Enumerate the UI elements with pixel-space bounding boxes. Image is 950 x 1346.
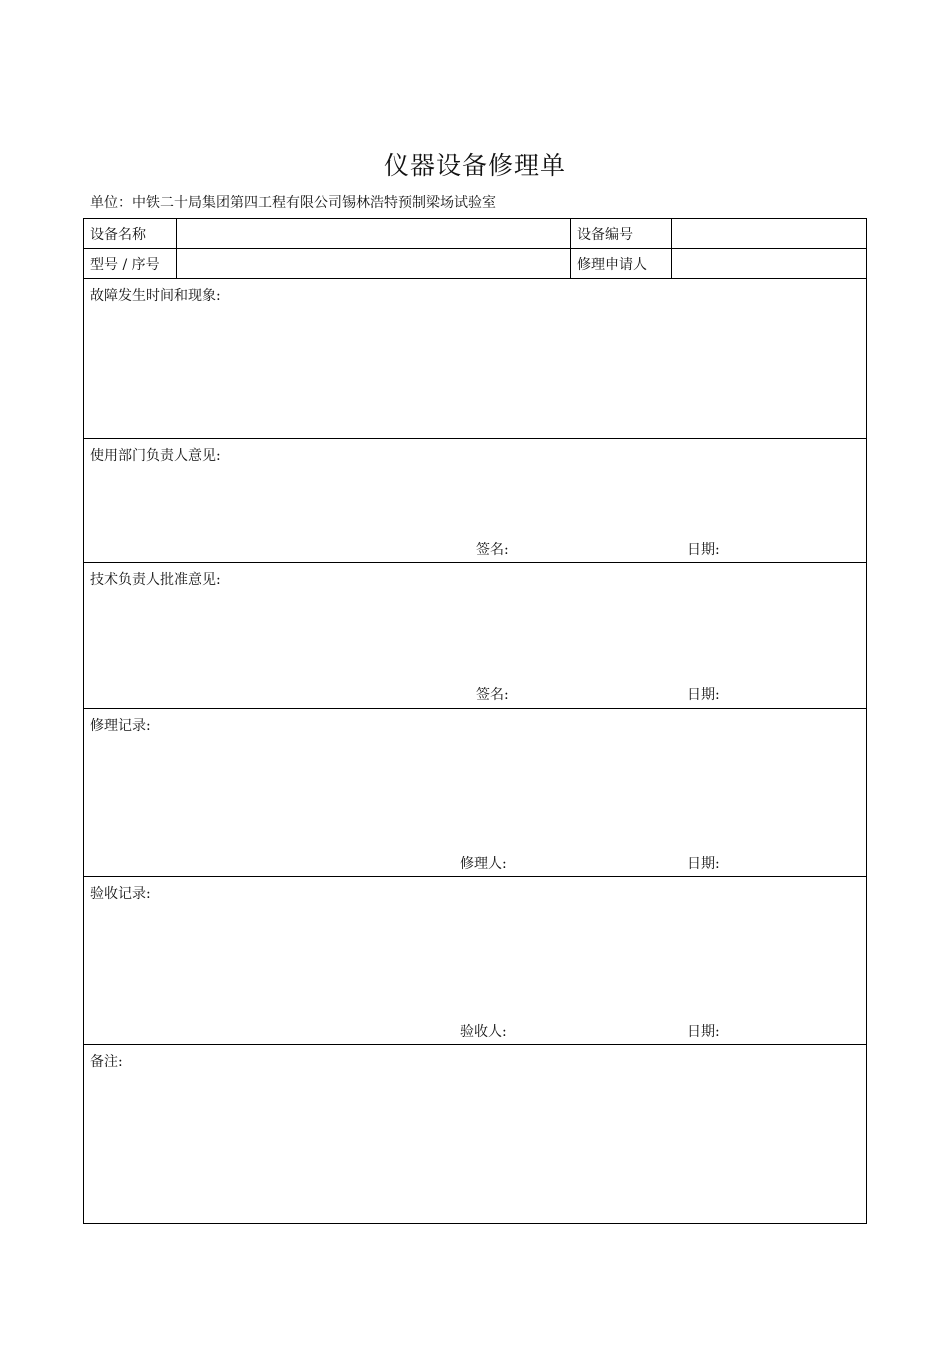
fault-label: 故障发生时间和现象:: [90, 288, 221, 304]
dept-sign-label: 签名:: [476, 542, 509, 558]
repair-applicant-field[interactable]: [671, 249, 866, 278]
acceptance-record-section[interactable]: [84, 877, 866, 1045]
remarks-section[interactable]: [84, 1045, 866, 1223]
repairer-label: 修理人:: [460, 856, 507, 872]
acceptance-record-label: 验收记录:: [90, 886, 151, 902]
page-title: 仪器设备修理单: [383, 151, 566, 180]
unit-line: 单位：中铁二十局集团第四工程有限公司锡林浩特预制梁场试验室: [90, 195, 496, 211]
equipment-number-field[interactable]: [671, 219, 866, 248]
equipment-number-label: 设备编号: [570, 219, 671, 248]
acceptance-date-label: 日期:: [687, 1024, 720, 1040]
fault-section[interactable]: [84, 279, 866, 439]
remarks-label: 备注:: [90, 1054, 123, 1070]
equipment-name-label: 设备名称: [90, 227, 146, 243]
model-serial-label: 型号 / 序号: [90, 257, 160, 273]
header-row-2: [84, 249, 866, 279]
tech-approval-label: 技术负责人批准意见:: [90, 572, 221, 588]
tech-date-label: 日期:: [687, 687, 720, 703]
header-row-1: [84, 219, 866, 249]
repair-date-label: 日期:: [687, 856, 720, 872]
tech-sign-label: 签名:: [476, 687, 509, 703]
dept-opinion-section[interactable]: [84, 439, 866, 563]
repair-record-label: 修理记录:: [90, 718, 151, 734]
dept-date-label: 日期:: [687, 542, 720, 558]
dept-opinion-label: 使用部门负责人意见:: [90, 448, 221, 464]
equipment-name-field[interactable]: [176, 219, 570, 248]
repair-applicant-label: 修理申请人: [570, 249, 671, 278]
repair-record-section[interactable]: [84, 709, 866, 877]
tech-approval-section[interactable]: [84, 563, 866, 709]
model-serial-field[interactable]: [176, 249, 570, 278]
repair-form: [83, 218, 867, 1224]
acceptor-label: 验收人:: [460, 1024, 507, 1040]
